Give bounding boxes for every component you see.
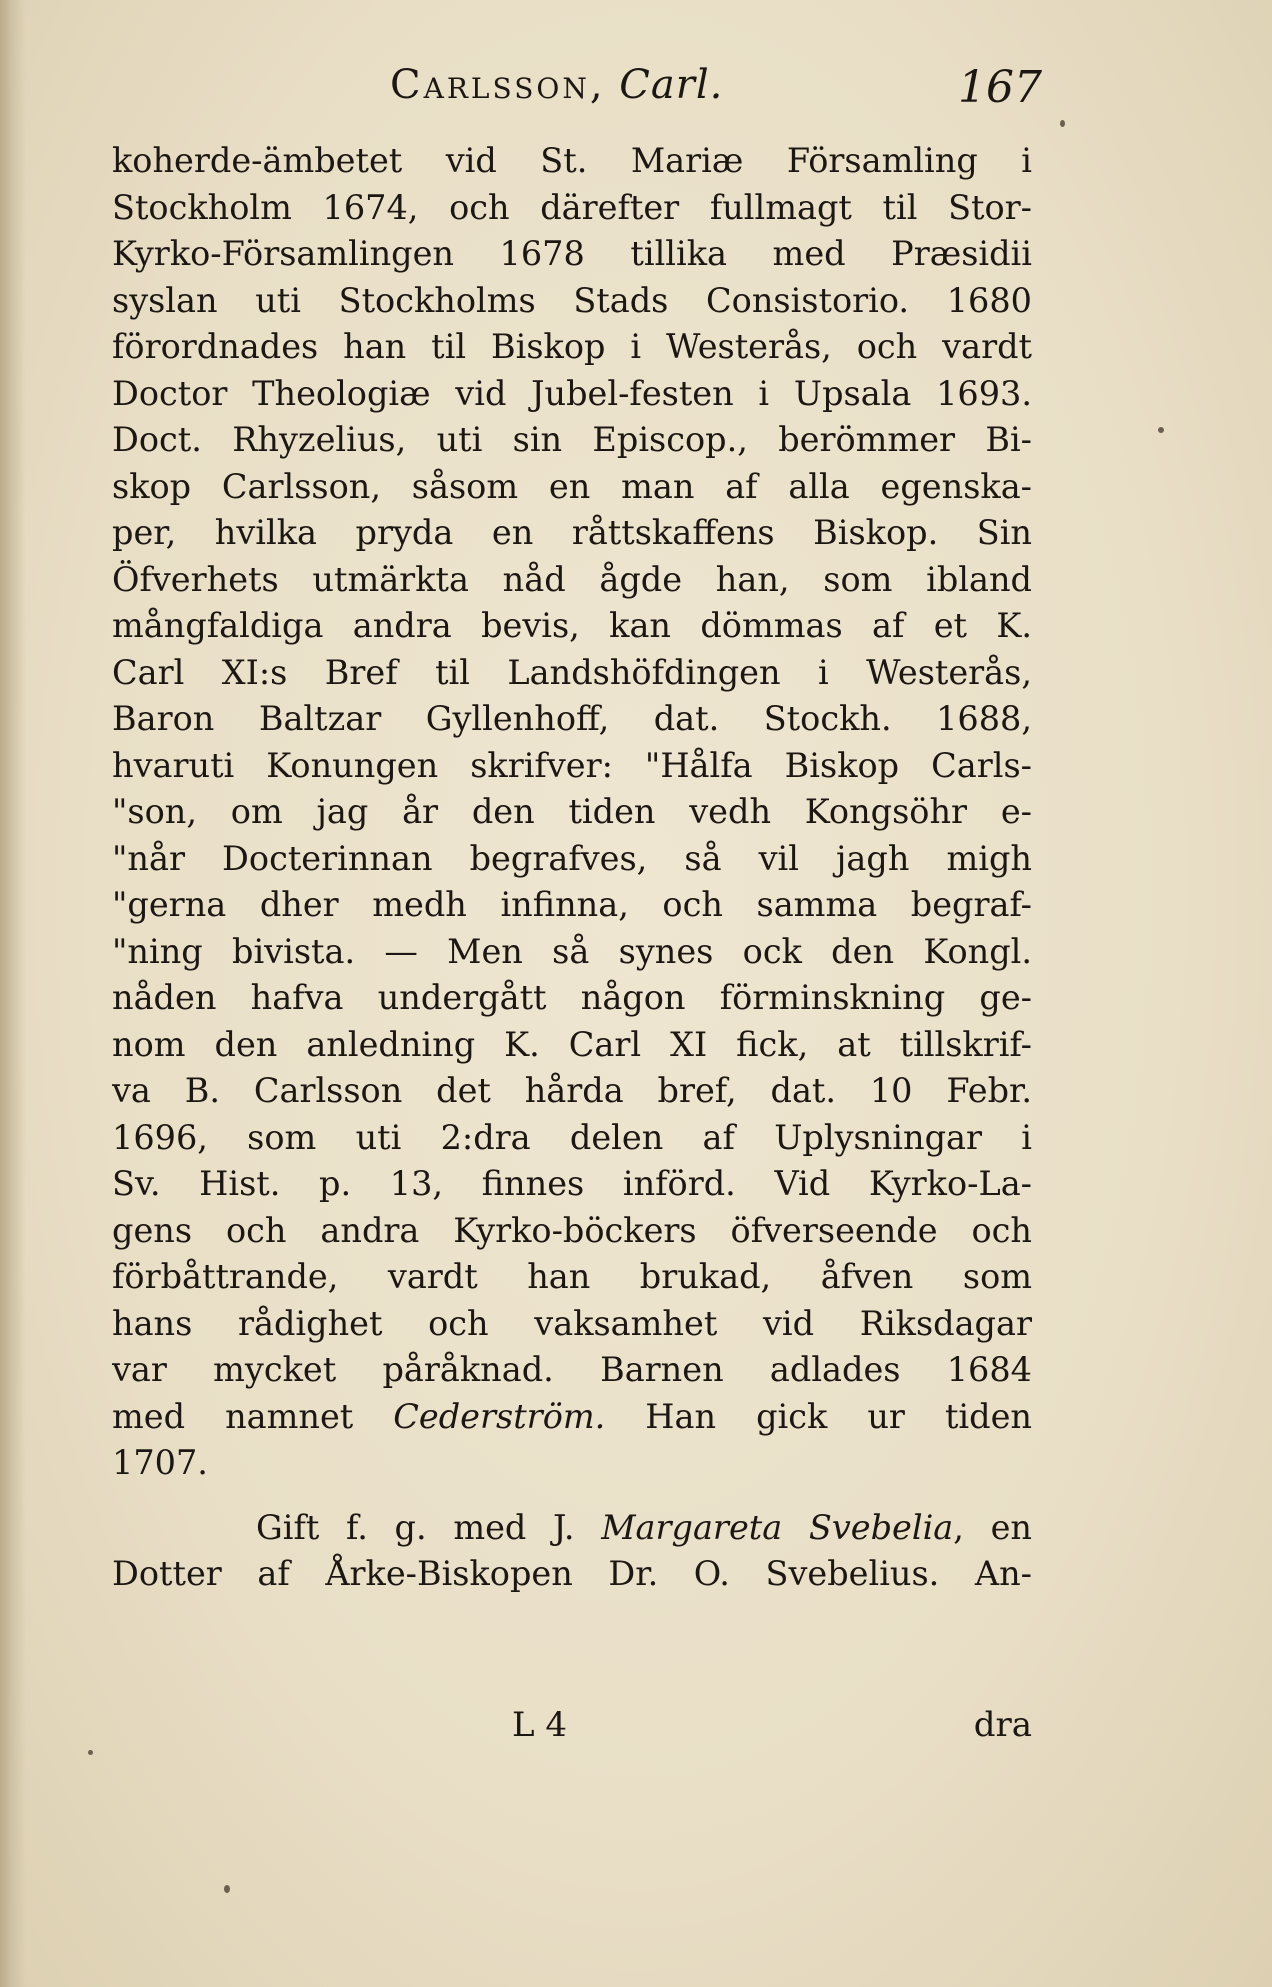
text-segment: Han gick ur tiden (605, 1396, 1032, 1436)
text-line-cederstrom (112, 1394, 1032, 1441)
text-line: per, hvilka pryda en råttskaffens Biskop. Sin (112, 513, 1032, 552)
running-title-name: Carl. (619, 62, 724, 108)
text-line: nom den anledning K. Carl XI fick, at tillskrif- (112, 1024, 1032, 1064)
text-line: syslan uti Stockholms Stads Consistorio. 1680 (112, 280, 1032, 320)
text-line: Carl XI:s Bref til Landshöfdingen i Westerås, (112, 652, 1032, 692)
text-line-marriage (112, 1505, 1032, 1552)
running-header (390, 62, 723, 118)
ink-speck (224, 1885, 230, 1893)
text-line: Kyrko-Församlingen 1678 tillika med Præsidii (112, 234, 1032, 273)
running-title: Carlsson, (390, 62, 606, 108)
text-line: 1696, som uti 2:dra delen af Uplysningar i (112, 1117, 1032, 1157)
text-line: mångfaldiga andra bevis, kan dömmas af et K. (112, 606, 1032, 645)
page-binding-edge (0, 0, 26, 1987)
text-line: koherde-ämbetet vid St. Mariæ Församling i (112, 141, 1032, 180)
text-line: hvaruti Konungen skrifver: "Hålfa Biskop Carls- (112, 745, 1032, 785)
text-line: "son, om jag år den tiden vedh Kongsöhr e- (112, 792, 1032, 831)
text-line: gens och andra Kyrko-böckers öfverseende och (112, 1210, 1032, 1250)
paragraph-gap (112, 1487, 1032, 1505)
text-line: Öfverhets utmärkta nåd ågde han, som ibland (112, 559, 1032, 599)
page-number: 167 (958, 62, 1042, 113)
text-line: Baron Baltzar Gyllenhoff, dat. Stockh. 1688, (112, 699, 1032, 738)
text-line: hans rådighet och vaksamhet vid Riksdagar (112, 1303, 1032, 1343)
text-segment: , en (953, 1507, 1032, 1547)
catchword: dra (973, 1705, 1032, 1745)
text-line: Doctor Theologiæ vid Jubel-festen i Upsala 1693. (112, 373, 1032, 413)
text-line: nåden hafva undergått någon förminskning ge- (112, 978, 1032, 1017)
text-line: "når Docterinnan begrafves, så vil jagh migh (112, 838, 1032, 878)
text-line: Sv. Hist. p. 13, finnes införd. Vid Kyrko-La- (112, 1164, 1032, 1203)
body-text (112, 138, 1032, 1598)
ink-speck (1158, 427, 1164, 433)
page-footer (112, 1705, 1032, 1755)
text-segment: Gift f. g. med J. (256, 1507, 602, 1547)
signature-mark: L 4 (512, 1705, 568, 1745)
text-line: skop Carlsson, såsom en man af alla egenska- (112, 466, 1032, 506)
text-line: var mycket påråknad. Barnen adlades 1684 (112, 1350, 1032, 1389)
text-line: förordnades han til Biskop i Westerås, och vardt (112, 327, 1032, 366)
text-line: "ning bivista. — Men så synes ock den Kongl. (112, 931, 1032, 971)
spouse-name-italic: Margareta Svebelia (601, 1507, 954, 1547)
text-segment: med namnet (112, 1396, 394, 1436)
family-name-italic: Cederström. (393, 1396, 606, 1436)
text-line: va B. Carlsson det hårda bref, dat. 10 Febr. (112, 1071, 1032, 1110)
text-line: "gerna dher medh infinna, och samma begraf- (112, 885, 1032, 924)
ink-speck (1060, 120, 1065, 127)
text-line: Dotter af Årke-Biskopen Dr. O. Svebelius. An- (112, 1554, 1032, 1593)
text-line: Doct. Rhyzelius, uti sin Episcop., berömmer Bi- (112, 420, 1032, 459)
ink-speck (88, 1750, 93, 1755)
text-line: förbåttrande, vardt han brukad, åfven som (112, 1257, 1032, 1296)
text-line-year: 1707. (112, 1443, 208, 1482)
text-line: Stockholm 1674, och därefter fullmagt til Stor- (112, 187, 1032, 227)
